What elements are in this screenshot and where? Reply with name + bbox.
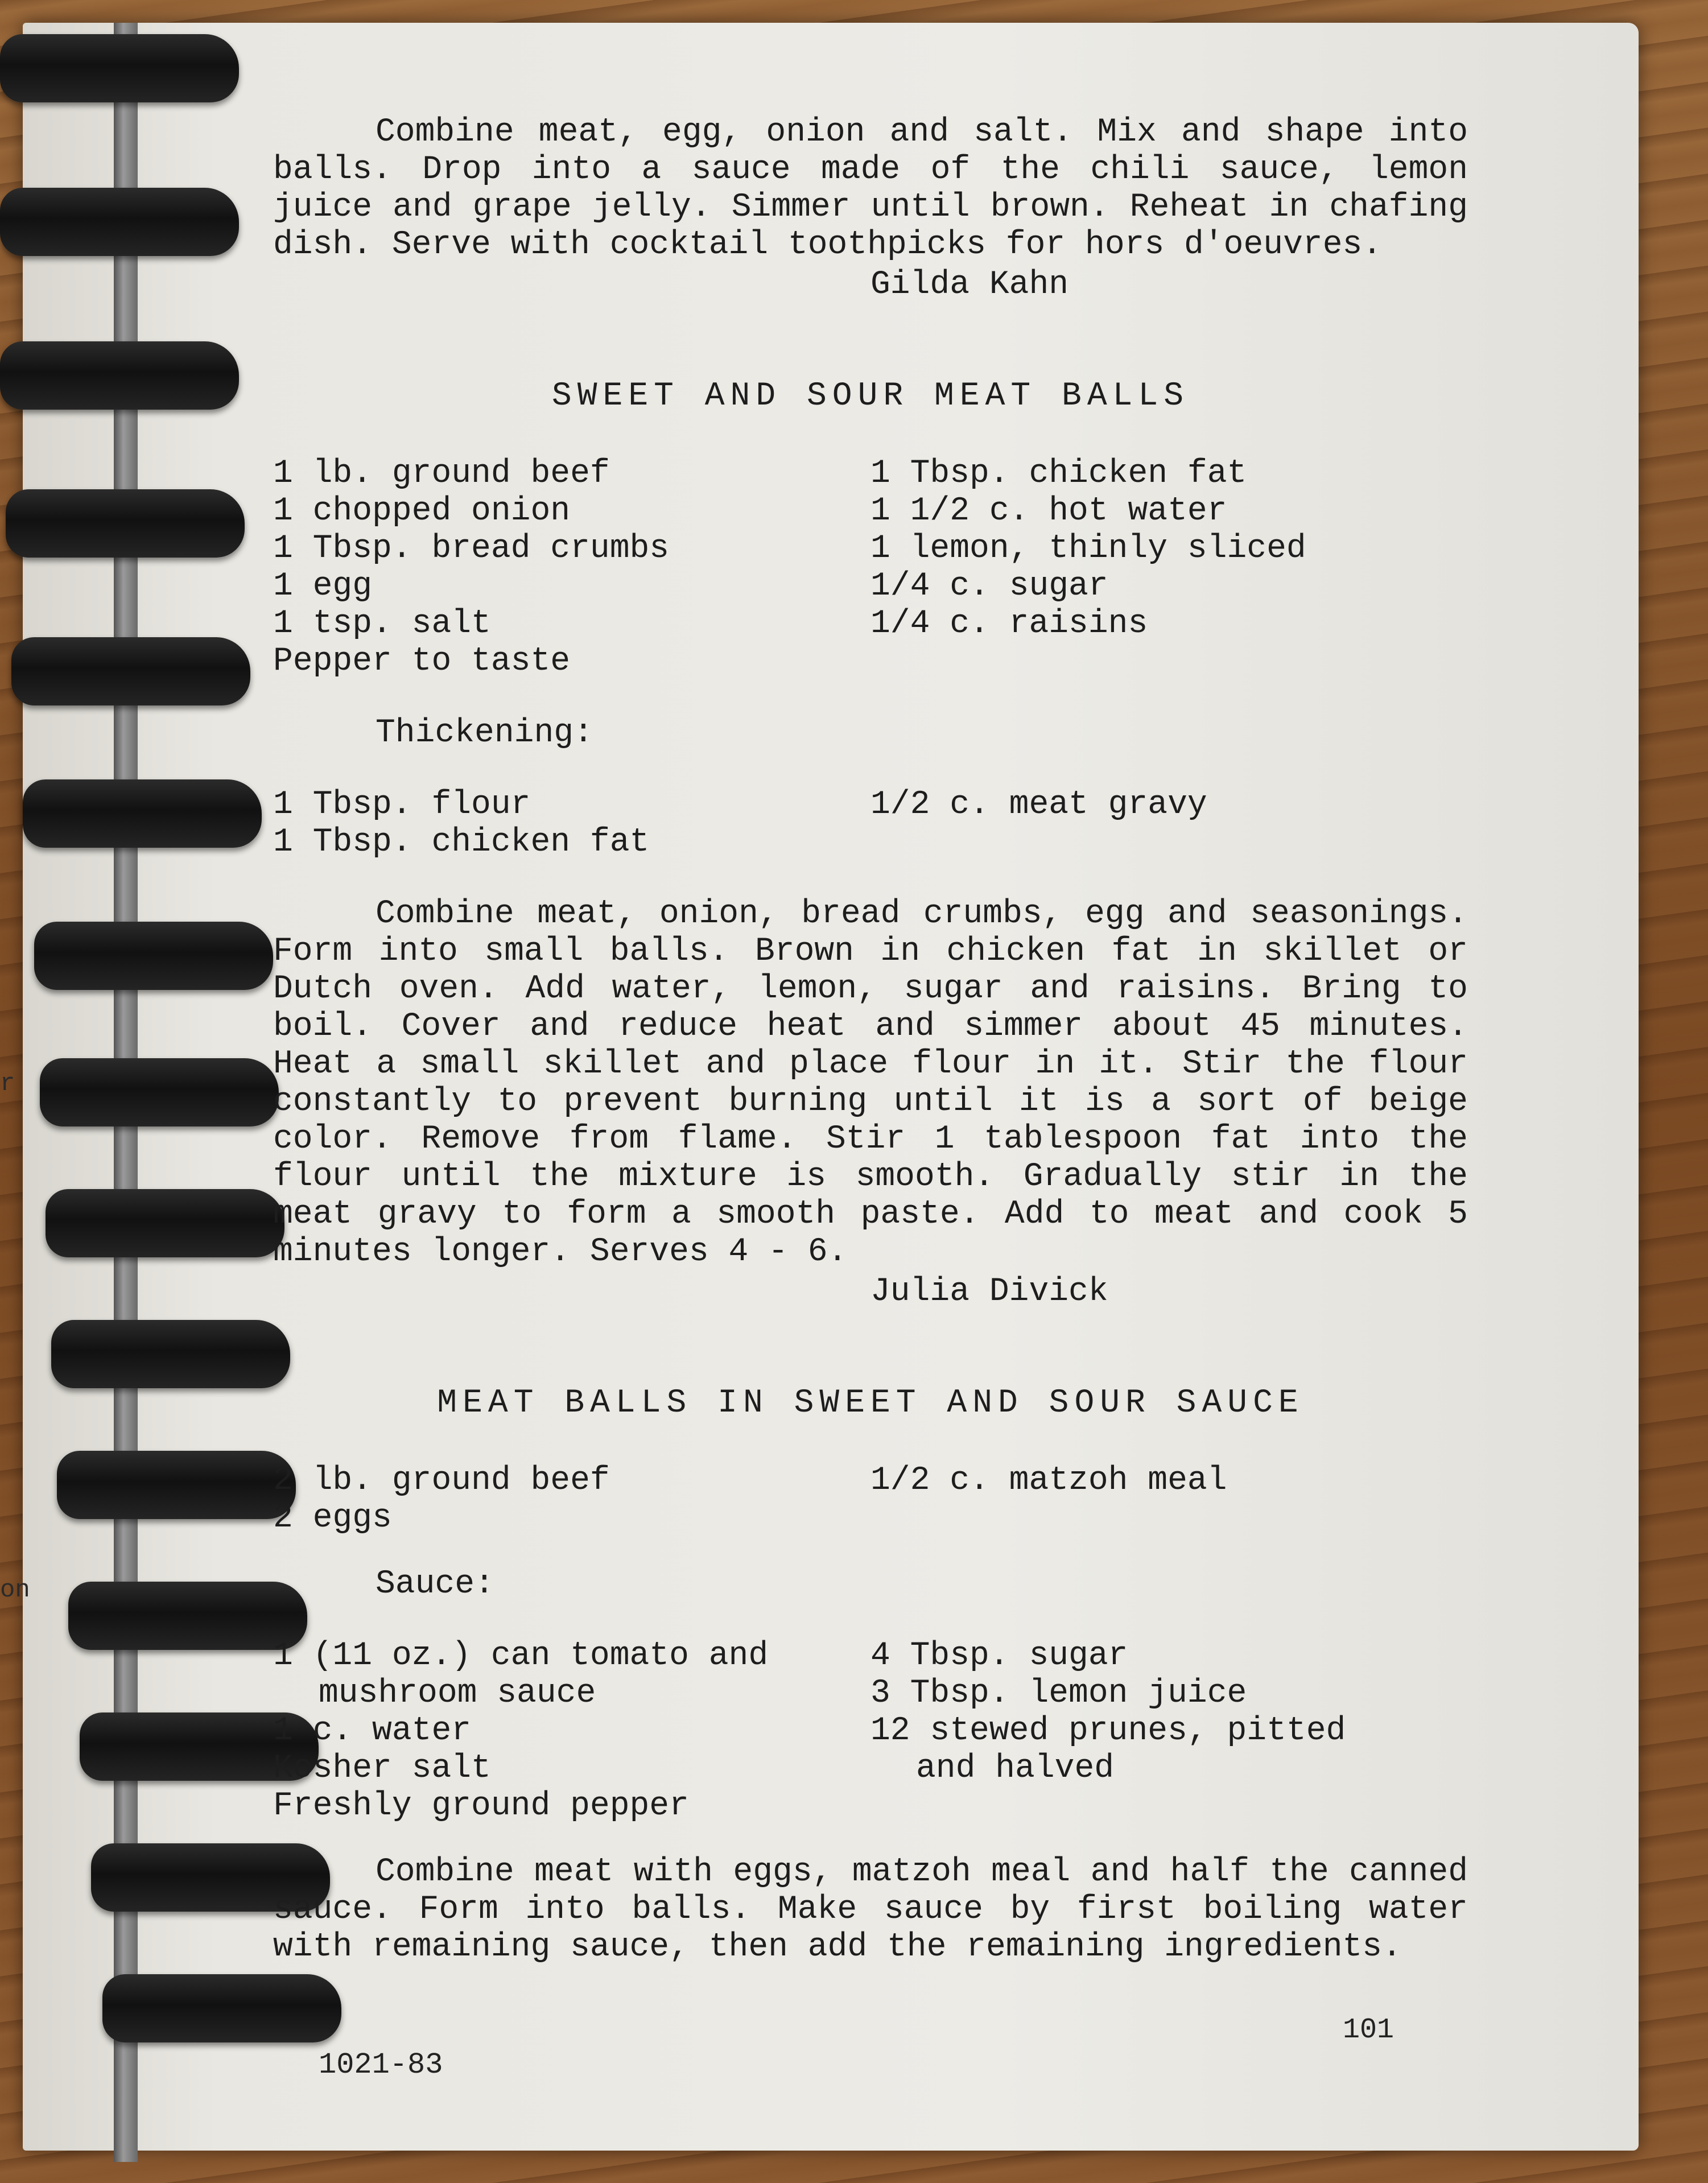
ingredient-item: 1/2 c. matzoh meal bbox=[870, 1462, 1227, 1499]
ingredient-item: 2 eggs bbox=[273, 1500, 392, 1537]
ingredient-item: and halved bbox=[916, 1750, 1115, 1787]
ingredient-item: 1 Tbsp. flour bbox=[273, 786, 531, 823]
ingredient-item: 1 tsp. salt bbox=[273, 605, 491, 642]
recipe-title: SWEET AND SOUR MEAT BALLS bbox=[551, 378, 1190, 415]
ingredient-item: 1/2 c. meat gravy bbox=[870, 786, 1207, 823]
recipe-directions: Combine meat, onion, bread crumbs, egg and seasonings. Form into small balls. Brown in chicken fat in skillet or Dutch oven. Add water, lemon, sugar and raisins. Bring to boil. Cover and reduce heat and simmer about 45 minutes. Heat a small skillet and place flour in it. Stir the flour constantly to prevent burning until it is a sort of beige color. Remove from flame. Stir 1 tablespoon fat into the flour until the mixture is smooth. Gradually stir in the meat gravy to form a smooth paste. Add to meat and cook 5 minutes longer. Serves 4 - 6. bbox=[273, 896, 1468, 1270]
spiral-coil bbox=[6, 489, 245, 558]
spiral-coil bbox=[0, 34, 239, 102]
spiral-coil bbox=[11, 637, 250, 705]
page-content bbox=[273, 114, 1468, 1966]
recipe-continued-author: Gilda Kahn bbox=[870, 266, 1069, 303]
adjacent-page-edge-text: on bbox=[0, 1576, 30, 1604]
spiral-coil bbox=[102, 1974, 341, 2042]
recipe-author: Julia Divick bbox=[870, 1273, 1108, 1310]
ingredient-item: 1 c. water bbox=[273, 1712, 472, 1749]
section-subhead: Sauce: bbox=[376, 1566, 494, 1603]
page-number: 101 bbox=[1343, 2014, 1395, 2046]
adjacent-page-edge-text: r bbox=[0, 1070, 15, 1098]
section-subhead: Thickening: bbox=[376, 715, 593, 752]
ingredient-item: 1 lemon, thinly sliced bbox=[870, 530, 1306, 567]
ingredient-column-left bbox=[273, 455, 870, 680]
ingredient-item: 2 lb. ground beef bbox=[273, 1462, 610, 1499]
print-code: 1021-83 bbox=[319, 2048, 443, 2082]
ingredient-column-left bbox=[273, 786, 870, 861]
ingredient-item: 1 Tbsp. chicken fat bbox=[273, 824, 650, 861]
ingredient-item: mushroom sauce bbox=[319, 1675, 596, 1712]
ingredient-item: 1/4 c. sugar bbox=[870, 568, 1108, 605]
spiral-coil bbox=[40, 1058, 279, 1126]
ingredient-list bbox=[273, 455, 1468, 680]
ingredient-column-right bbox=[870, 1462, 1468, 1537]
spiral-coil bbox=[51, 1320, 290, 1388]
recipe-continued-directions: Combine meat, egg, onion and salt. Mix and shape into balls. Drop into a sauce made of the chili sauce, lemon juice and grape jelly. Simmer until brown. Reheat in chafing dish. Serve with cocktail toothpicks for hors d'oeuvres. bbox=[273, 114, 1468, 263]
ingredient-item: 1 chopped onion bbox=[273, 493, 571, 530]
ingredient-item: 4 Tbsp. sugar bbox=[870, 1637, 1128, 1674]
ingredient-column-left bbox=[273, 1462, 870, 1537]
ingredient-column-right bbox=[870, 1637, 1468, 1825]
spiral-coil bbox=[46, 1189, 284, 1257]
sauce-list bbox=[273, 1637, 1468, 1825]
ingredient-item: 1 1/2 c. hot water bbox=[870, 493, 1227, 530]
ingredient-column-right bbox=[870, 455, 1468, 680]
spiral-coil bbox=[23, 779, 262, 848]
recipe-directions: Combine meat with eggs, matzoh meal and half the canned sauce. Form into balls. Make sauce by first boiling water with remaining sauce, then add the remaining ingredients. bbox=[273, 1854, 1468, 1966]
thickening-list bbox=[273, 786, 1468, 861]
ingredient-item: 1 (11 oz.) can tomato and bbox=[273, 1637, 769, 1674]
ingredient-column-left bbox=[273, 1637, 870, 1825]
recipe-title: MEAT BALLS IN SWEET AND SOUR SAUCE bbox=[437, 1385, 1304, 1422]
spiral-coil bbox=[0, 188, 239, 256]
spiral-coil bbox=[57, 1451, 296, 1519]
ingredient-item: 1 lb. ground beef bbox=[273, 455, 610, 492]
ingredient-item: Freshly ground pepper bbox=[273, 1788, 689, 1825]
ingredient-item: 1/4 c. raisins bbox=[870, 605, 1148, 642]
ingredient-item: 1 Tbsp. chicken fat bbox=[870, 455, 1247, 492]
ingredient-item: 12 stewed prunes, pitted bbox=[870, 1712, 1346, 1749]
ingredient-item: 3 Tbsp. lemon juice bbox=[870, 1675, 1247, 1712]
ingredient-list bbox=[273, 1462, 1468, 1537]
ingredient-item: Kosher salt bbox=[273, 1750, 491, 1787]
ingredient-column-right bbox=[870, 786, 1468, 861]
spiral-coil bbox=[34, 922, 273, 990]
ingredient-item: 1 Tbsp. bread crumbs bbox=[273, 530, 670, 567]
ingredient-item: Pepper to taste bbox=[273, 643, 571, 680]
spiral-coil bbox=[0, 341, 239, 410]
spiral-coil bbox=[68, 1582, 307, 1650]
ingredient-item: 1 egg bbox=[273, 568, 373, 605]
